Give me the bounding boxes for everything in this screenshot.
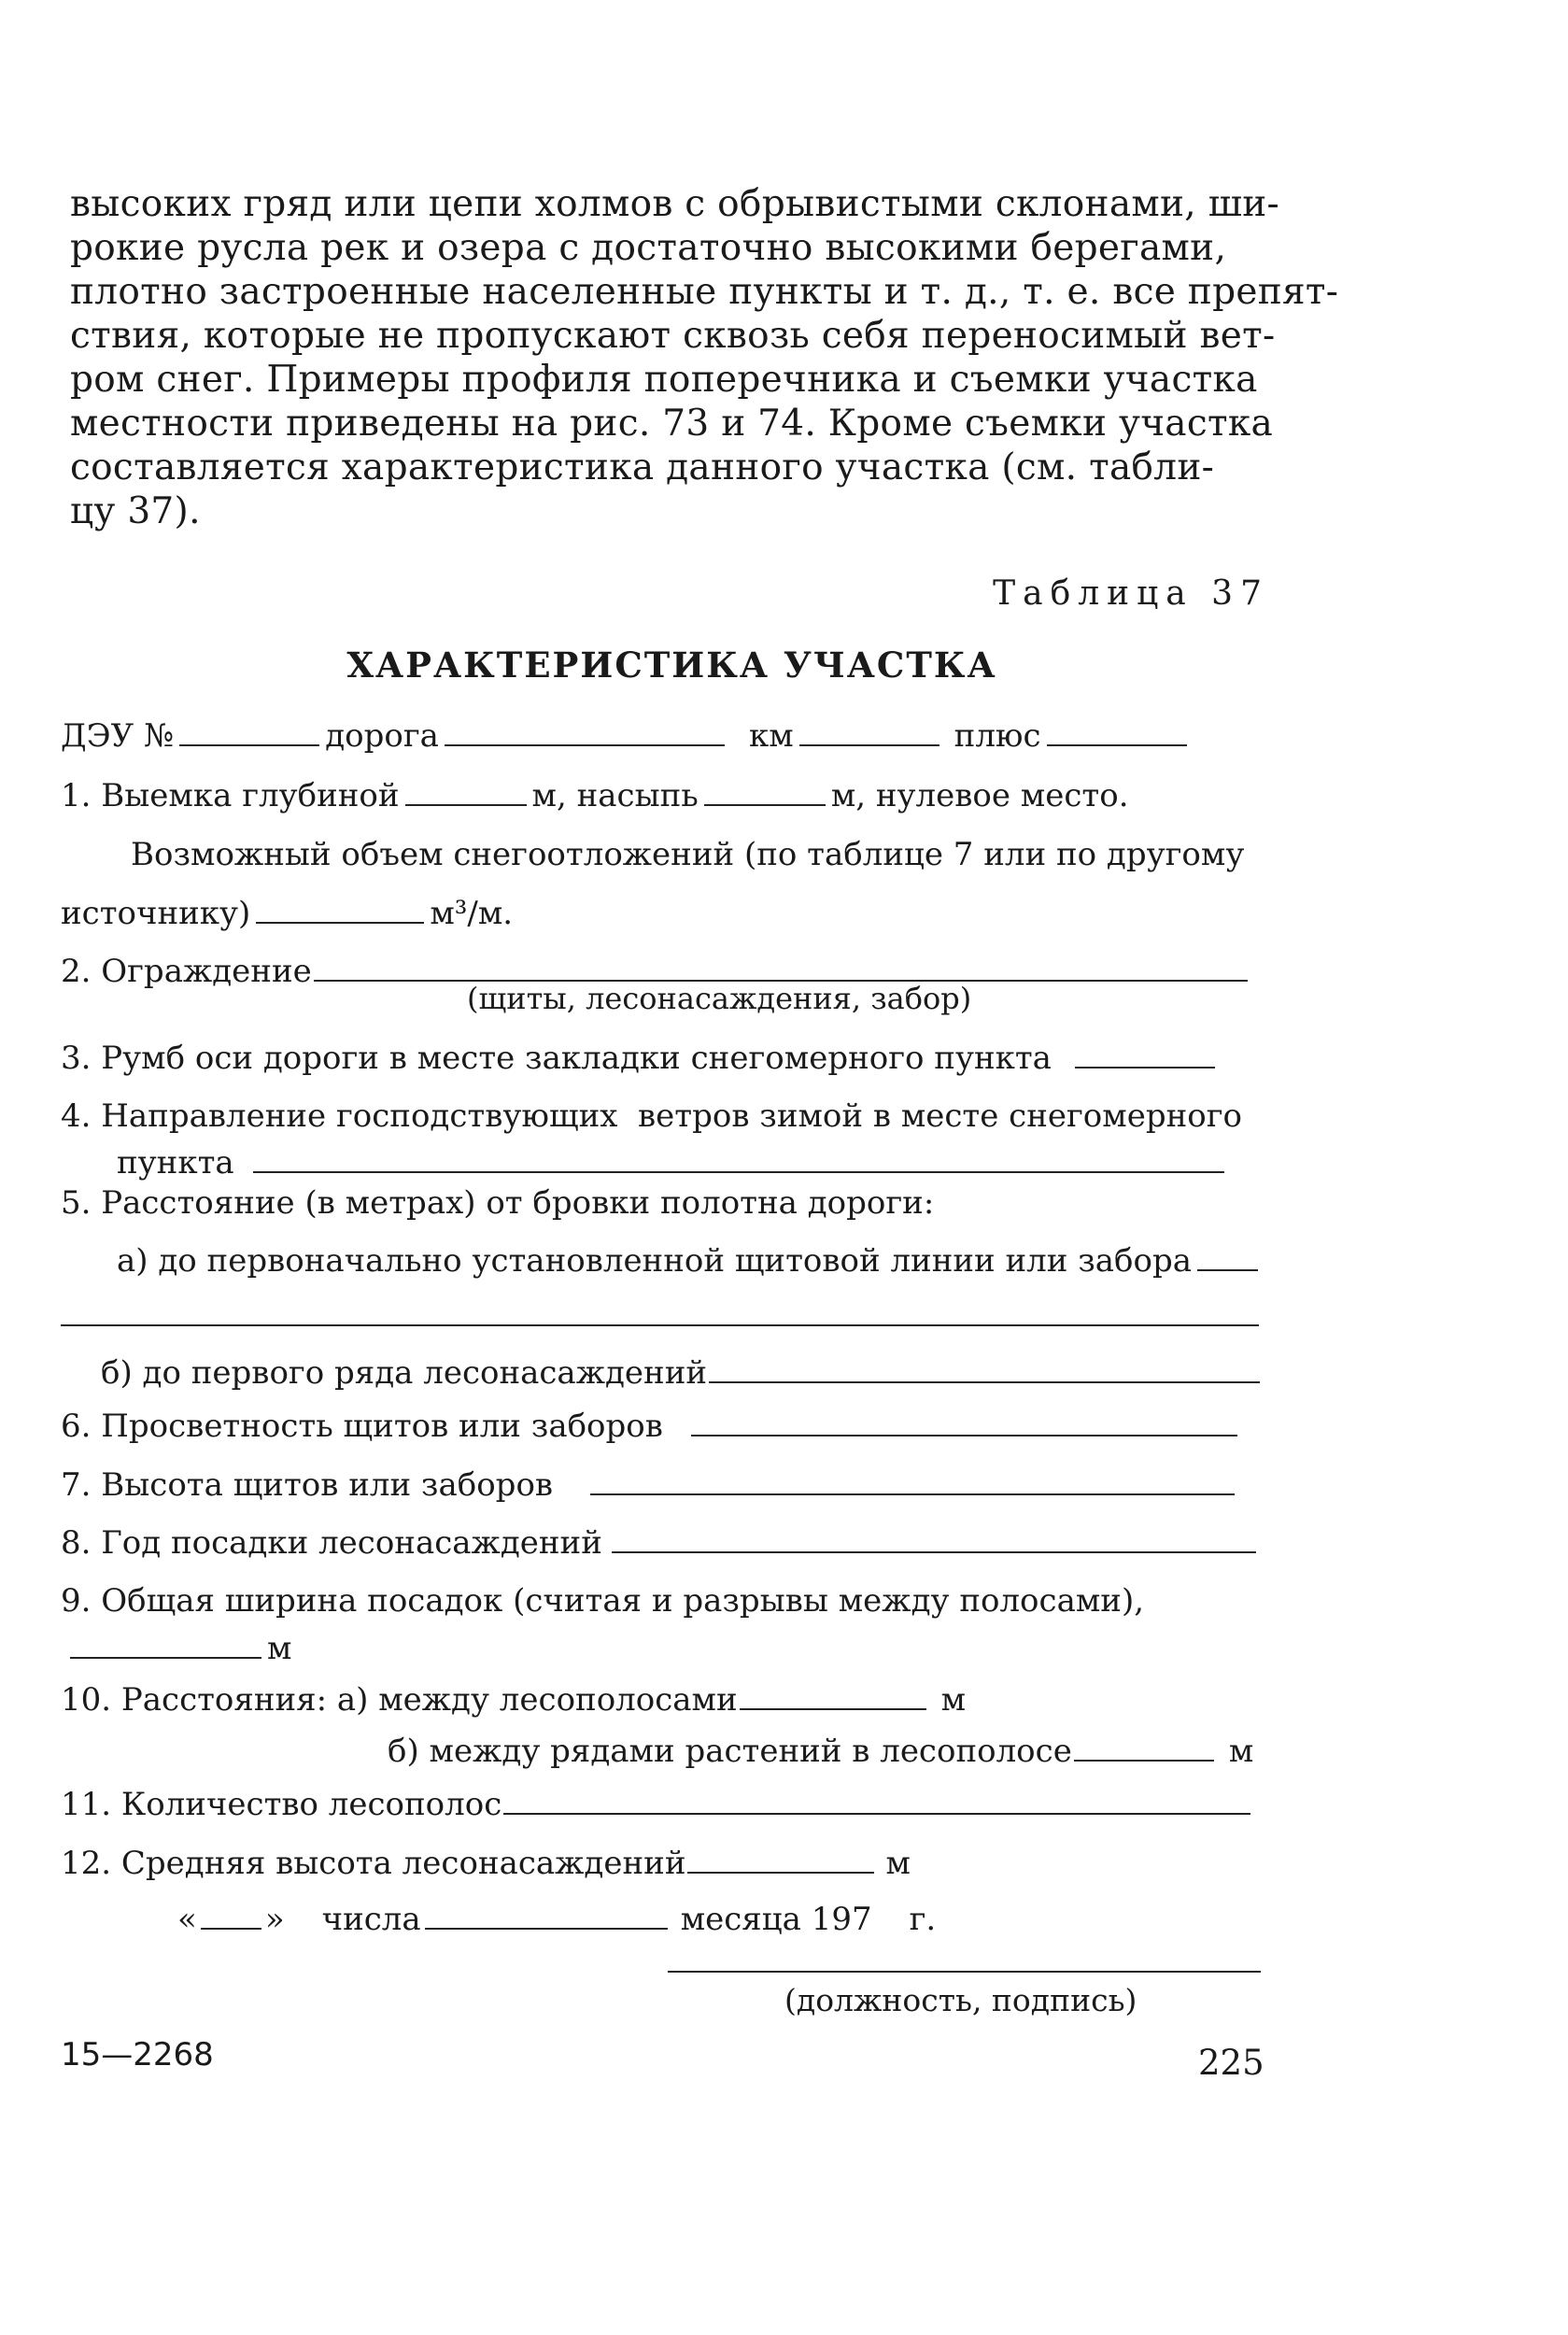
item-5b (101, 1354, 1265, 1392)
form-title: ХАРАКТЕРИСТИКА УЧАСТКА (346, 644, 997, 686)
footer-code: 15—2268 (61, 2036, 214, 2073)
item-1 (61, 777, 1129, 814)
planting-year-blank[interactable] (612, 1546, 1256, 1553)
item-7 (61, 1466, 1240, 1504)
deu-row (61, 717, 1193, 755)
between-rows-label: б) между рядами растений в лесополосе (388, 1733, 1072, 1770)
deu-label: ДЭУ № (61, 717, 175, 755)
plus-blank[interactable] (1047, 739, 1187, 746)
item-1-zero-label: м, нулевое место. (830, 777, 1129, 814)
paragraph-line: ром снег. Примеры профиля поперечника и съемки участка (70, 359, 1258, 401)
fence-label: 2. Ограждение (61, 953, 312, 990)
strips-count-label: 11. Количество лесополос (61, 1786, 502, 1823)
volume-unit: м³/м. (430, 895, 514, 932)
page-number: 225 (1198, 2043, 1264, 2083)
item-6 (61, 1408, 1243, 1445)
item-11 (61, 1786, 1256, 1823)
avg-height-label: 12. Средняя высота лесонасаждений (61, 1845, 686, 1882)
date-line (177, 1901, 936, 1938)
paragraph-line: плотно застроенные населенные пункты и т. д., т. е. все препят- (70, 271, 1339, 313)
between-strips-label: 10. Расстояния: а) между лесополосами (61, 1681, 738, 1719)
fence-height-label: 7. Высота щитов или заборов (61, 1466, 554, 1504)
quote-open: « (177, 1901, 197, 1938)
plus-label: плюс (954, 717, 1041, 755)
fence-caption: (щиты, лесонасаждения, забор) (467, 981, 972, 1016)
between-rows-unit: м (1228, 1733, 1254, 1770)
item-8 (61, 1524, 1262, 1562)
item-1-fill-label: м, насыпь (531, 777, 699, 814)
road-axis-label: 3. Румб оси дороги в месте закладки снегомерного пункта (61, 1040, 1052, 1077)
road-axis-blank[interactable] (1075, 1061, 1215, 1068)
paragraph-line: высоких гряд или цепи холмов с обрывистыми склонами, ши- (70, 183, 1280, 225)
volume-label: Возможный объем снегоотложений (по таблице 7 или по другому (131, 836, 1245, 873)
road-label: дорога (325, 717, 439, 755)
volume-source-label: источнику) (61, 895, 251, 932)
month-blank[interactable] (425, 1922, 668, 1930)
avg-height-blank[interactable] (687, 1866, 874, 1874)
signature-caption: (должность, подпись) (784, 1982, 1137, 2018)
item-1-label: 1. Выемка глубиной (61, 777, 400, 814)
item-3 (61, 1040, 1221, 1077)
between-rows-blank[interactable] (1074, 1754, 1214, 1762)
deu-number-blank[interactable] (179, 739, 319, 746)
strips-count-blank[interactable] (503, 1807, 1250, 1815)
year-label: г. (909, 1901, 937, 1938)
item-9 (61, 1582, 1144, 1620)
item-9-cont (61, 1630, 291, 1667)
depth-blank[interactable] (405, 799, 527, 806)
transparency-label: 6. Просветность щитов или заборов (61, 1408, 663, 1445)
body-paragraph (70, 182, 1339, 533)
item-4 (61, 1097, 1242, 1135)
paragraph-line: местности приведены на рис. 73 и 74. Кроме съемки участка (70, 403, 1274, 445)
item-10 (61, 1681, 966, 1719)
distance-shield-blank-2[interactable] (61, 1324, 1259, 1326)
wind-direction-blank[interactable] (253, 1166, 1224, 1173)
day-blank[interactable] (201, 1922, 261, 1930)
km-label: км (748, 717, 794, 755)
wind-direction-label: 4. Направление господствующих ветров зимой в месте снегомерного (61, 1097, 1243, 1135)
paragraph-line: рокие русла рек и озера с достаточно высокими берегами, (70, 227, 1227, 269)
fence-height-blank[interactable] (590, 1488, 1235, 1495)
table-number: Таблица 37 (993, 574, 1269, 613)
distance-trees-blank[interactable] (709, 1376, 1260, 1383)
km-blank[interactable] (799, 739, 939, 746)
planting-year-label: 8. Год посадки лесонасаждений (61, 1524, 602, 1562)
distance-label: 5. Расстояние (в метрах) от бровки полотна дороги: (61, 1184, 935, 1222)
between-strips-blank[interactable] (740, 1703, 926, 1710)
month-label: месяца 197 (680, 1901, 872, 1938)
distance-shield-blank[interactable] (1197, 1264, 1258, 1271)
item-12 (61, 1845, 911, 1882)
wind-point-label: пункта (117, 1144, 234, 1182)
quote-close: » (264, 1901, 285, 1938)
fill-blank[interactable] (704, 799, 826, 806)
distance-shield-label: а) до первоначально установленной щитовой линии или забора (117, 1242, 1193, 1280)
planting-width-blank[interactable] (70, 1651, 261, 1659)
item-5a (117, 1242, 1264, 1280)
between-strips-unit: м (940, 1681, 967, 1719)
avg-height-unit: м (885, 1845, 911, 1882)
paragraph-line: цу 37). (70, 490, 201, 532)
road-blank[interactable] (445, 739, 725, 746)
planting-width-label: 9. Общая ширина посадок (считая и разрывы между полосами), (61, 1582, 1145, 1620)
distance-trees-label: б) до первого ряда лесонасаждений (101, 1354, 708, 1392)
day-label: числа (321, 1901, 421, 1938)
volume-blank[interactable] (256, 916, 424, 924)
item-4-cont (117, 1144, 1230, 1182)
planting-width-unit: м (267, 1630, 292, 1667)
volume-line-2 (61, 895, 513, 932)
volume-line-1 (131, 836, 1244, 873)
item-10b (388, 1733, 1253, 1770)
signature-blank[interactable] (668, 1971, 1261, 1973)
transparency-blank[interactable] (691, 1429, 1237, 1436)
item-5 (61, 1184, 934, 1222)
paragraph-line: составляется характеристика данного участка (см. табли- (70, 446, 1215, 488)
paragraph-line: ствия, которые не пропускают сквозь себя переносимый вет- (70, 315, 1276, 357)
